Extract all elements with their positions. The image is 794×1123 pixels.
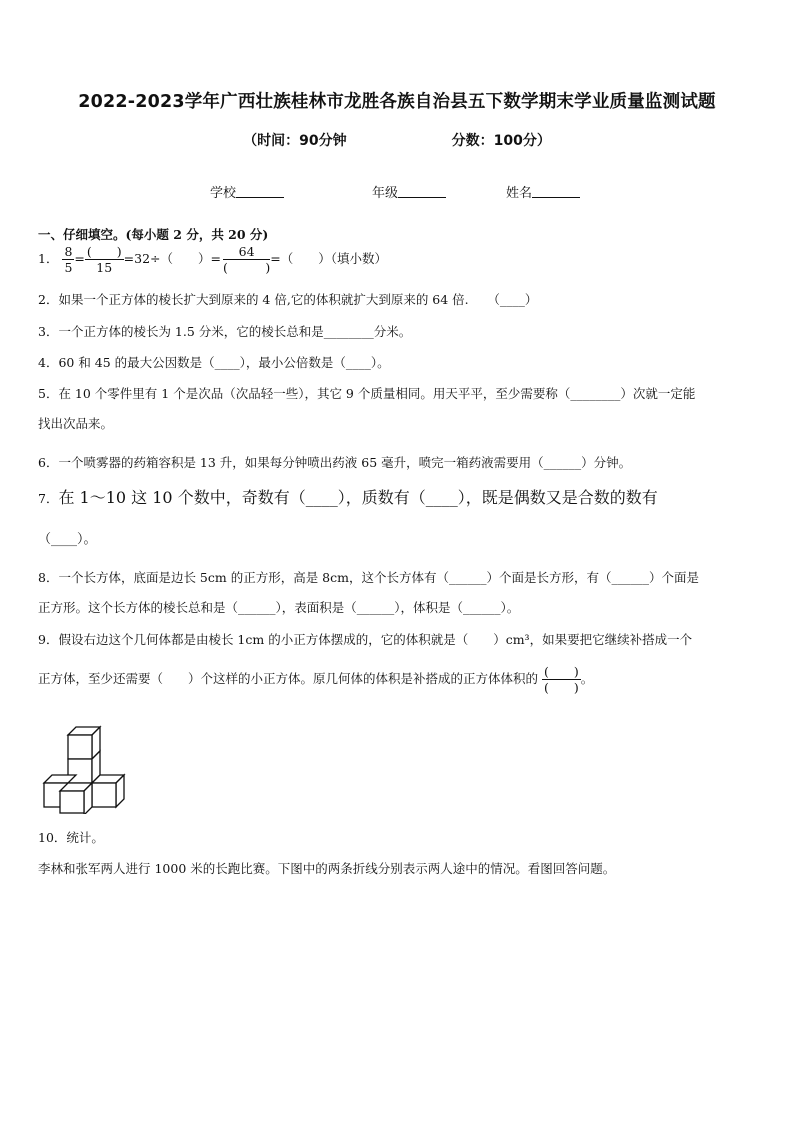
question-1: 1． $\frac{8}{5}$ = $\frac{( )}{15}$ =32÷（ ）= $\frac{64}{( )}$ =（ ）（填小数）: [38, 244, 387, 275]
grade-label: 年级: [372, 186, 399, 201]
question-4: 4．60 和 45 的最大公因数是（____），最小公倍数是（____）。: [38, 355, 390, 370]
school-field[interactable]: [210, 182, 284, 201]
question-5-line2: 找出次品来。: [38, 416, 114, 431]
question-10-title: 10．统计。: [38, 830, 104, 845]
question-8-line1: 8．一个长方体，底面是边长 5cm 的正方形，高是 8cm，这个长方体有（______）个面是长方形，有（______）个面是: [38, 570, 699, 585]
question-3: 3．一个正方体的棱长为 1.5 分米，它的棱长总和是________分米。: [38, 324, 412, 339]
name-field[interactable]: [506, 182, 580, 201]
question-8-line2: 正方形。这个长方体的棱长总和是（______），表面积是（______），体积是（______）。: [38, 600, 520, 615]
fraction-3: $\frac{64}{( )}$: [222, 244, 271, 275]
question-2: 2．如果一个正方体的棱长扩大到原来的 4 倍,它的体积就扩大到原来的 64 倍. （____）: [38, 292, 538, 307]
exam-meta: [0, 130, 794, 150]
question-10-text: 李林和张军两人进行 1000 米的长跑比赛。下图中的两条折线分别表示两人途中的情况。看图回答问题。: [38, 861, 616, 876]
fraction-2: $\frac{( )}{15}$: [86, 244, 122, 275]
cube-front-right: [92, 783, 116, 807]
question-9-line2: 正方体，至少还需要（ ）个这样的小正方体。原几何体的体积是补搭成的正方体体积的 $\frac{( )}{( )}$ 。: [38, 664, 594, 695]
name-label: 姓名: [506, 186, 533, 201]
section-heading: 一、仔细填空。(每小题 2 分，共 20 分): [38, 227, 269, 242]
cube-figure: [40, 722, 130, 814]
question-5-line1: 5．在 10 个零件里有 1 个是次品（次品轻一些），其它 9 个质量相同。用天平平，至少需要称（________）次就一定能: [38, 386, 696, 401]
question-7-line1: 7．在 1～10 这 10 个数中，奇数有（____），质数有（____），既是偶数又是合数的数有: [38, 488, 658, 507]
q1-number: 1．: [38, 251, 59, 266]
question-9-line1: 9．假设右边这个几何体都是由棱长 1cm 的小正方体摆成的，它的体积就是（ ）cm³，如果要把它继续补搭成一个: [38, 632, 693, 647]
exam-score: 分数：100分）: [451, 133, 551, 149]
answer-fraction: $\frac{( )}{( )}$: [544, 664, 579, 695]
question-6: 6．一个喷雾器的药箱容积是 13 升，如果每分钟喷出药液 65 毫升，喷完一箱药液需要用（______）分钟。: [38, 455, 632, 470]
fraction-1: $\frac{8}{5}$: [64, 244, 73, 275]
school-label: 学校: [210, 186, 237, 201]
cube-front-1: [68, 735, 92, 759]
page-title: 2022-2023学年广西壮族桂林市龙胜各族自治县五下数学期末学业质量监测试题: [78, 92, 716, 112]
exam-time: （时间：90分钟: [243, 133, 347, 149]
cube-front-front: [60, 791, 84, 813]
grade-field[interactable]: [372, 182, 446, 201]
question-7-line2: （____）。: [38, 532, 97, 547]
